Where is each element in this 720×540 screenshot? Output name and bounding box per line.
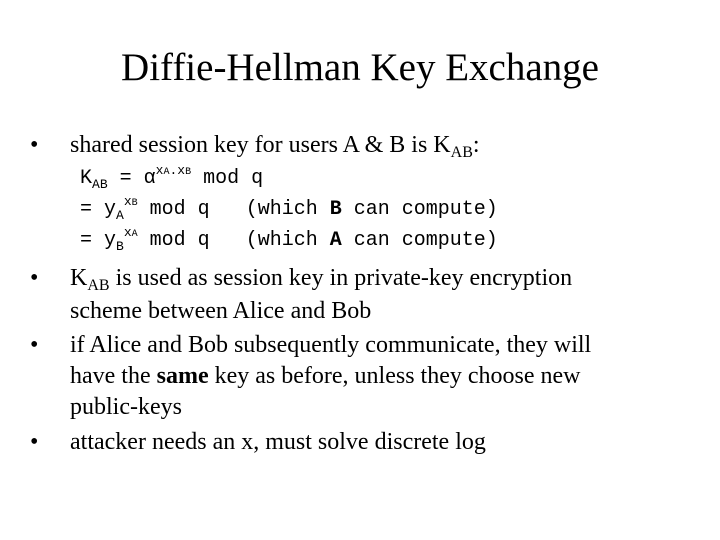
exponent xyxy=(124,225,138,240)
bullet-marker: • xyxy=(30,429,39,455)
equation-tail: mod q (which xyxy=(137,198,330,221)
key-symbol: K xyxy=(80,167,93,190)
bullet-marker: • xyxy=(30,132,39,158)
bullet-text-main: shared session key for users A & B is K xyxy=(70,132,451,158)
equation-line-3 xyxy=(80,225,498,256)
exponent xyxy=(124,194,138,209)
slide-title: Diffie-Hellman Key Exchange xyxy=(121,46,599,89)
exp-x2: x xyxy=(177,163,186,178)
subscript: A xyxy=(116,208,124,223)
bullet-line-2a: have the xyxy=(70,363,157,389)
bullet-text xyxy=(70,130,480,163)
bullet-line-3: public-keys xyxy=(70,394,182,420)
bullet-text xyxy=(70,263,572,327)
who-computes: A xyxy=(329,229,342,252)
exp-x: x xyxy=(123,225,132,240)
equals: = xyxy=(80,198,105,221)
y-symbol: y xyxy=(104,229,117,252)
exp-x: x xyxy=(123,194,132,209)
equation-tail: mod q (which xyxy=(137,229,330,252)
bullet-line-1: if Alice and Bob subsequently communicate, they will xyxy=(70,332,592,358)
subscript: AB xyxy=(87,277,110,294)
key-symbol: K xyxy=(70,265,88,291)
bullet-marker: • xyxy=(30,332,39,358)
bullet-line-2c: key as before, unless they choose new xyxy=(208,363,581,389)
bullet-line-1: is used as session key in private-key encryption xyxy=(109,265,573,291)
bullet-text: attacker needs an x, must solve discrete log xyxy=(70,429,486,455)
subscript: AB xyxy=(92,177,108,192)
equation-end: can compute) xyxy=(341,229,498,252)
who-computes: B xyxy=(329,198,342,221)
equation-line-2 xyxy=(80,194,498,225)
exp-x: x xyxy=(155,163,164,178)
alpha-symbol: α xyxy=(143,167,156,190)
exp-sub: A xyxy=(131,229,138,240)
exp-sub: B xyxy=(131,198,138,209)
emphasis-same: same xyxy=(156,363,209,389)
exp-a: A xyxy=(163,167,170,178)
bullet-marker: • xyxy=(30,265,39,291)
y-symbol: y xyxy=(104,198,117,221)
exponent xyxy=(156,163,191,178)
equals: = xyxy=(80,229,105,252)
subscript: AB xyxy=(450,144,473,161)
equation-line-1 xyxy=(80,163,264,194)
equals: = xyxy=(107,167,144,190)
subscript: B xyxy=(116,239,124,254)
bullet-text-tail: : xyxy=(472,132,480,158)
bullet-line-2: scheme between Alice and Bob xyxy=(70,298,372,324)
exp-dot: . xyxy=(169,163,178,178)
exp-b: B xyxy=(185,167,192,178)
equation-tail: mod q xyxy=(191,167,264,190)
equation-end: can compute) xyxy=(341,198,498,221)
bullet-text xyxy=(70,330,591,423)
